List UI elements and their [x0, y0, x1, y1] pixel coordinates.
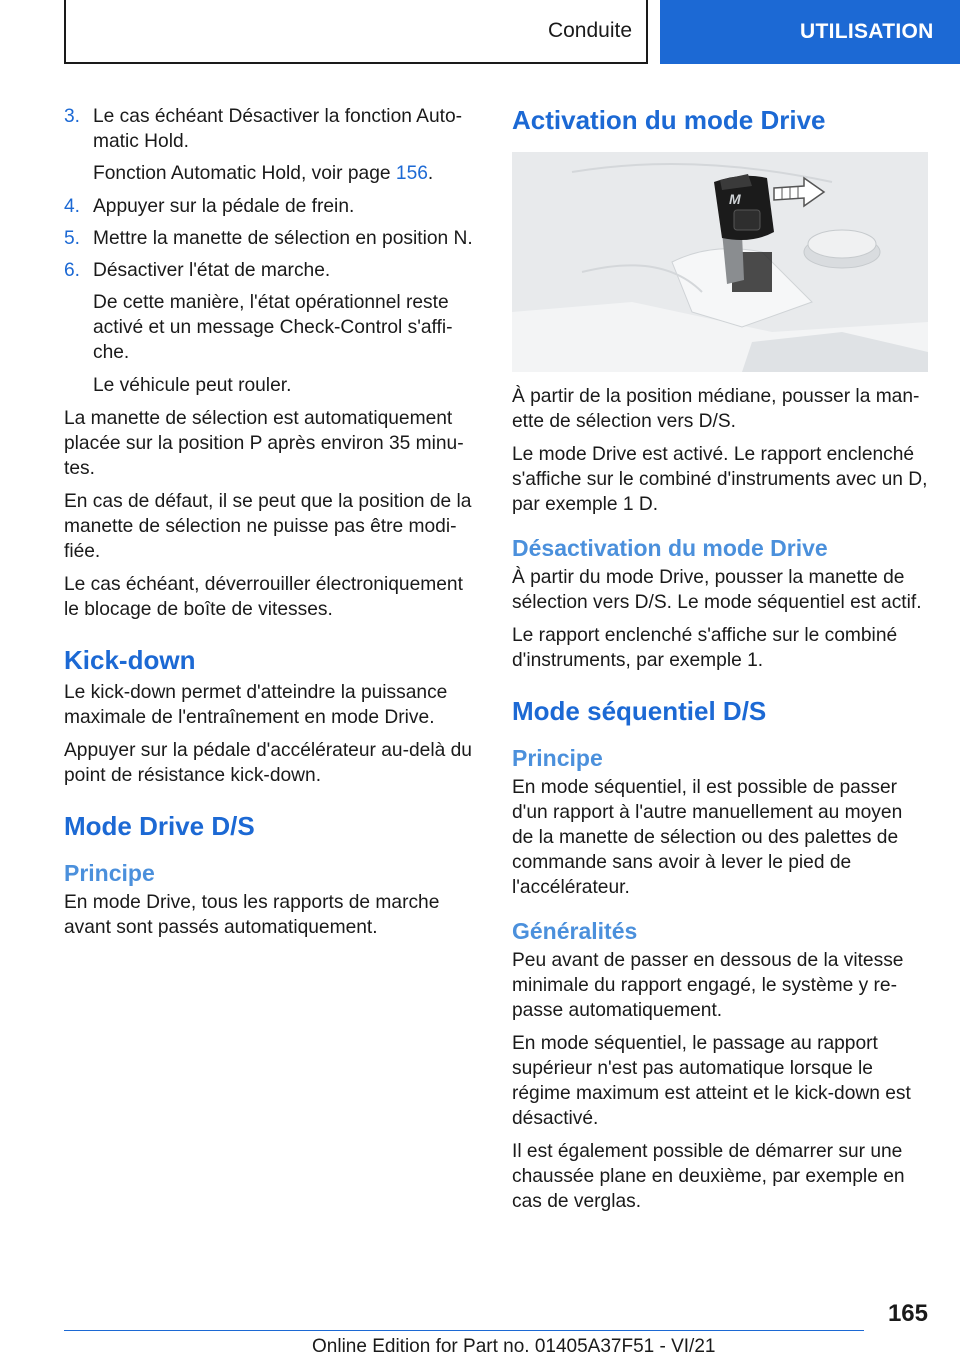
m-logo: M [729, 191, 741, 207]
paragraph: En mode Drive, tous les rapports de marche avant sont passés automatiquement. [64, 892, 440, 938]
header-section-tab [64, 0, 648, 64]
step-text: Désactiver l'état de marche. [93, 260, 331, 281]
step-text: Mettre la manette de sélection en position N. [93, 228, 473, 249]
page-link-156[interactable]: 156 [395, 163, 428, 184]
heading-mode-sequentiel: Mode séquentiel D/S [512, 696, 767, 726]
header-chapter-tab [660, 0, 960, 64]
step-number: 3. [64, 106, 81, 127]
step-number: 5. [64, 228, 81, 249]
step-text: Appuyer sur la pédale de frein. [93, 196, 355, 217]
paragraph: Le cas échéant, déverrouiller électroniquement le blocage de boîte de vitesses. [64, 574, 463, 620]
heading-principe-seq: Principe [512, 745, 603, 771]
paragraph: Le rapport enclenché s'affiche sur le combiné d'instruments, par exemple 1. [512, 625, 898, 671]
step-6-note: De cette manière, l'état opérationnel reste activé et un message Check-Control s'affiche. [93, 292, 453, 363]
step-5 [64, 226, 478, 251]
step-number: 6. [64, 260, 81, 281]
paragraph: À partir de la position médiane, pousser la manette de sélection vers D/S. [512, 386, 920, 432]
heading-desactivation: Désactivation du mode Drive [512, 535, 828, 561]
heading-kick-down: Kick-down [64, 645, 196, 675]
paragraph: À partir du mode Drive, pousser la manette de sélection vers D/S. Le mode séquentiel est actif. [512, 567, 922, 613]
step-3-note [64, 161, 478, 186]
paragraph: Peu avant de passer en dessous de la vitesse minimale du rapport engagé, le système y repasse automatiquement. [512, 950, 904, 1021]
paragraph: Il est également possible de démarrer sur une chaussée plane en deuxième, par exemple en cas de verglas. [512, 1141, 905, 1212]
step-number: 4. [64, 196, 81, 217]
heading-principe: Principe [64, 860, 155, 886]
footer-edition: Online Edition for Part no. 01405A37F51 - VI/21 [312, 1336, 716, 1357]
step-6 [64, 258, 478, 283]
paragraph: Le kick-down permet d'atteindre la puissance maximale de l'entraînement en mode Drive. [64, 682, 448, 728]
gear-selector-drawing [512, 152, 928, 372]
step-6-note-2: Le véhicule peut rouler. [93, 375, 292, 396]
paragraph: En cas de défaut, il se peut que la position de la manette de sélection ne puisse pas être modifiée. [64, 491, 472, 562]
header-chapter-label: UTILISATION [800, 20, 934, 43]
paragraph: En mode séquentiel, il est possible de passer d'un rapport à l'autre manuellement au moyen de la manette de sélection ou des palettes de commande sans avoir à lever le pied de l'accélérateur. [512, 777, 903, 898]
paragraph: Le mode Drive est activé. Le rapport enclenché s'affiche sur le combiné d'instruments avec un D, par exemple 1 D. [512, 444, 928, 515]
step-3-note-suffix: . [427, 163, 434, 184]
paragraph: Appuyer sur la pédale d'accélérateur au-delà du point de résistance kick-down. [64, 740, 472, 786]
heading-mode-drive: Mode Drive D/S [64, 811, 255, 841]
paragraph: En mode séquentiel, le passage au rapport supérieur n'est pas automatique lorsque le régime maximum est atteint et le kick-down est désactivé. [512, 1033, 911, 1129]
footer-divider [64, 1330, 864, 1331]
gear-selector-illustration [512, 152, 928, 372]
heading-activation: Activation du mode Drive [512, 105, 826, 135]
step-3 [64, 104, 478, 154]
page-number: 165 [887, 1300, 928, 1327]
heading-generalites: Généralités [512, 918, 638, 944]
step-3-note-text: Fonction Automatic Hold, voir page [93, 163, 396, 184]
step-text: Le cas échéant Désactiver la fonction Automatic Hold. [93, 106, 463, 152]
left-column [64, 104, 478, 948]
paragraph: La manette de sélection est automatiquement placée sur la position P après environ 35 minutes. [64, 408, 464, 479]
right-column [512, 104, 928, 1222]
step-4 [64, 194, 478, 219]
header-section-label: Conduite [547, 19, 632, 42]
